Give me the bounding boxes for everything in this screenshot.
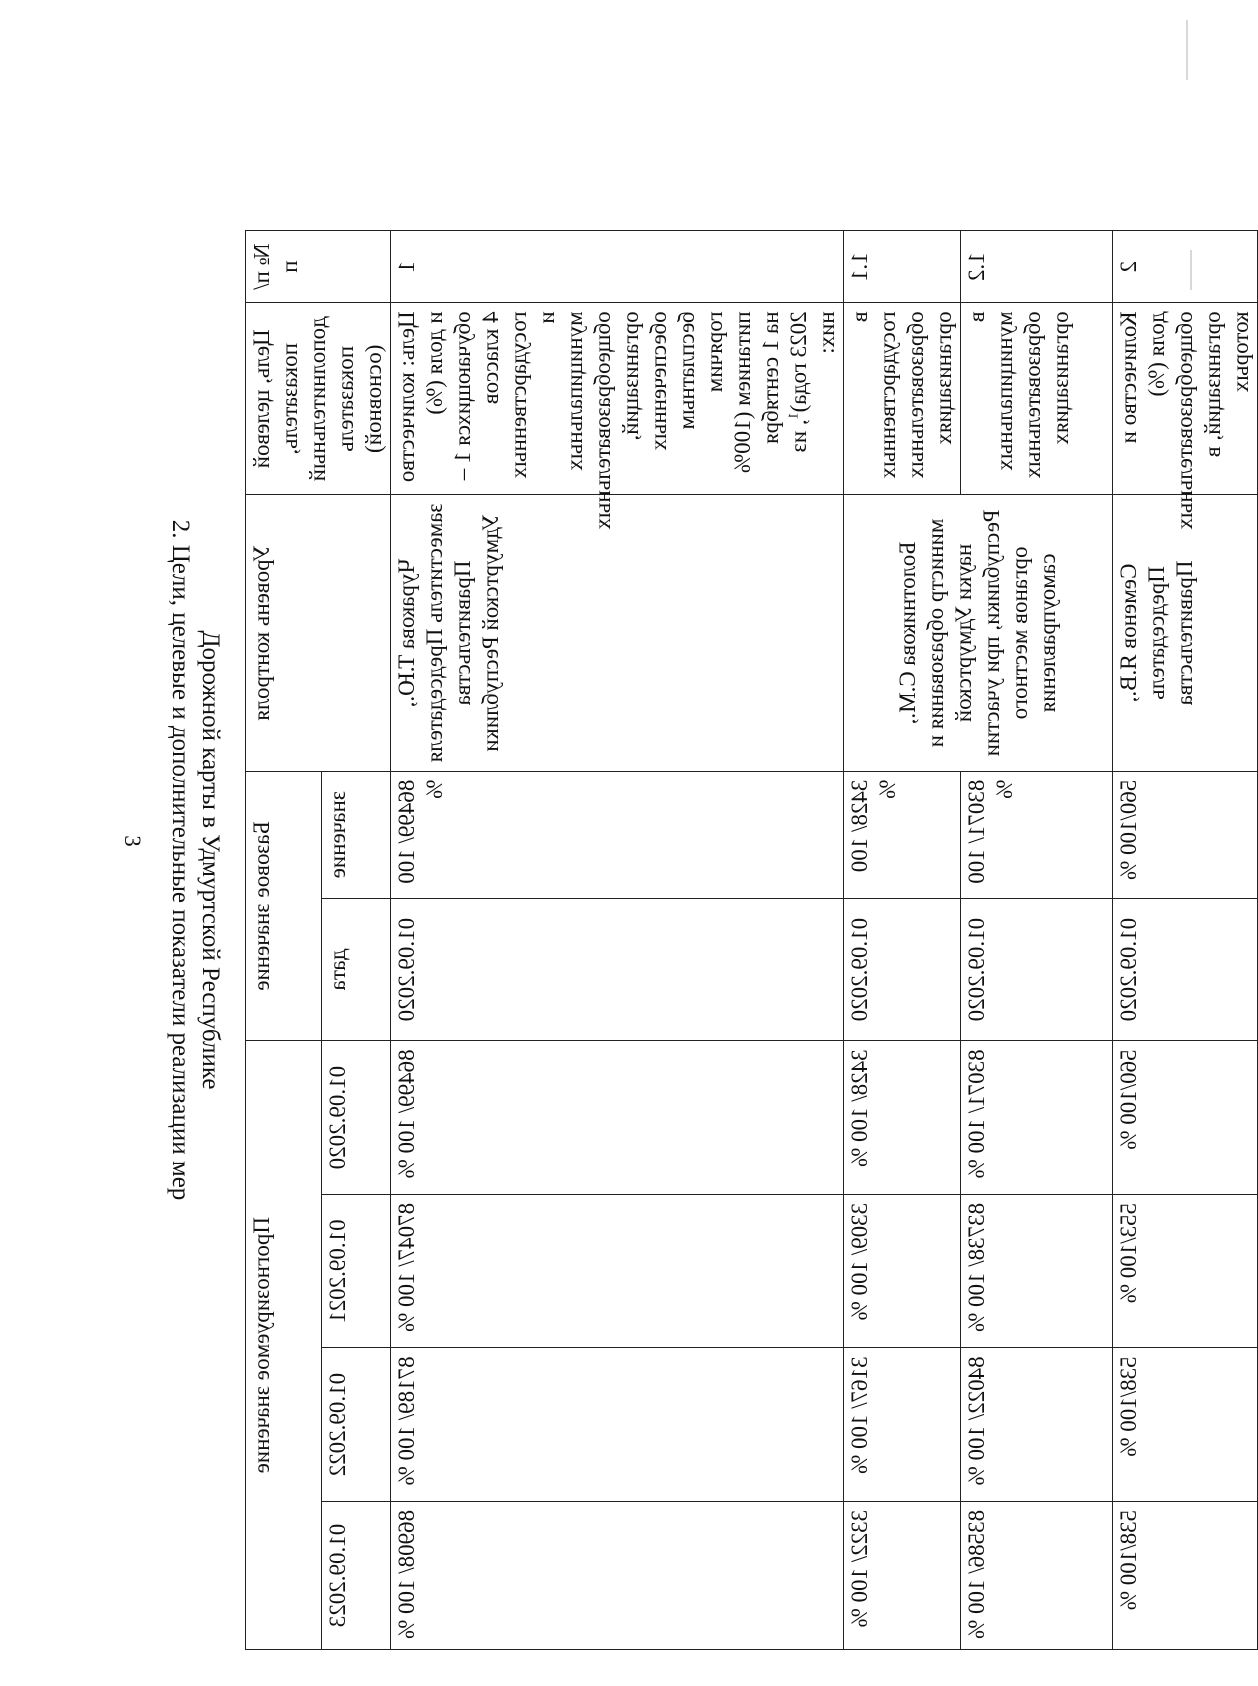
header-date-2021: 01.09.2021 xyxy=(321,1194,390,1348)
scan-edge-mark xyxy=(1190,250,1192,290)
row-goal-text: Цель: количество и доля (%) обучающихся 1 – 4 классов государственных и муниципальных общеобразовательных организаций, обеспеченных бесплатным горячим питанием (100% на 1 сентября 2023 года) xyxy=(394,311,811,530)
row-forecast-2021: 553/100 % xyxy=(1113,1194,1258,1348)
row-base-date: 01.09.2020 xyxy=(844,898,961,1041)
table-row xyxy=(961,231,1113,1650)
header-date-2022: 01.09.2022 xyxy=(321,1348,390,1502)
row-forecast-2020: 86499/ 100 % xyxy=(391,1041,844,1195)
row-base-value: 83071/ 100 % xyxy=(961,771,1113,898)
row-forecast-2023: 83586/ 100 % xyxy=(961,1501,1113,1649)
row-control: Болотникова С.М., министр образования и науки Удмуртской Республики, при участии органов местного самоуправления xyxy=(844,495,1113,771)
table-row xyxy=(1113,231,1258,1650)
row-num: 2 xyxy=(1113,231,1258,303)
row-num: 1.2 xyxy=(961,231,1113,303)
row-forecast-2021: 87047/ 100 % xyxy=(391,1194,844,1348)
header-forecast: Прогнозируемое значение xyxy=(246,1041,322,1650)
row-base-date: 01.09.2020 xyxy=(961,898,1113,1041)
row-base-value: 86499/ 100 % xyxy=(391,771,844,898)
row-forecast-2022: 84022/ 100 % xyxy=(961,1348,1113,1502)
row-forecast-2022: 3167/ 100 % xyxy=(844,1348,961,1502)
row-goal: Количество и доля (%) общеобразовательных организаций, в которых xyxy=(1113,303,1258,495)
row-base-date: 01.09.2020 xyxy=(1113,898,1258,1041)
row-base-date: 01.09.2020 xyxy=(391,898,844,1041)
row-forecast-2021: 83738/ 100 % xyxy=(961,1194,1113,1348)
indicators-table xyxy=(245,230,1258,1650)
header-base: Базовое значение xyxy=(246,771,322,1041)
scan-edge-mark xyxy=(1186,20,1188,80)
header-base-value: значение xyxy=(321,771,390,898)
row-control: Чуракова Т.Ю., заместитель Председателя Правительства Удмуртской Республики xyxy=(391,495,844,771)
row-goal xyxy=(391,303,844,530)
row-num: 1.1 xyxy=(844,231,961,303)
header-control: Уровень контроля xyxy=(246,495,391,771)
row-forecast-2021: 3309/ 100 % xyxy=(844,1194,961,1348)
header-num: № п/п xyxy=(246,231,391,303)
row-forecast-2022: 538/100 % xyxy=(1113,1348,1258,1502)
table-row xyxy=(391,231,844,1650)
footnote-mark: 1 xyxy=(786,412,802,420)
row-goal-tail: , из них: xyxy=(786,311,839,453)
header-base-date: дата xyxy=(321,898,390,1041)
row-control: Семенов Я.В., Председатель Правительства xyxy=(1113,495,1258,771)
row-goal: в государственных образовательных организациях xyxy=(844,303,961,495)
header-goal: Цель, целевой показатель, дополнительный показатель (основной) xyxy=(246,303,391,495)
page-number: 3 xyxy=(120,835,145,847)
row-forecast-2023: 86908/ 100 % xyxy=(391,1501,844,1649)
row-forecast-2020: 3428/ 100 % xyxy=(844,1041,961,1195)
row-forecast-2022: 87189/ 100 % xyxy=(391,1348,844,1502)
row-forecast-2020: 83071/ 100 % xyxy=(961,1041,1113,1195)
title-line-2: Дорожной карты в Удмуртской Республике xyxy=(197,630,224,1090)
row-num: 1 xyxy=(391,231,844,303)
row-base-value: 3428/ 100 % xyxy=(844,771,961,898)
row-base-value: 560/100 % xyxy=(1113,771,1258,898)
row-goal: в муниципальных образовательных организациях xyxy=(961,303,1113,495)
row-forecast-2023: 538/100 % xyxy=(1113,1501,1258,1649)
row-forecast-2020: 560/100 % xyxy=(1113,1041,1258,1195)
header-date-2020: 01.09.2020 xyxy=(321,1041,390,1195)
title-line-1: 2. Цели, целевые и дополнительные показатели реализации мер xyxy=(167,519,194,1201)
header-date-2023: 01.09.2023 xyxy=(321,1501,390,1649)
table-row xyxy=(844,231,961,1650)
row-forecast-2023: 3322/ 100 % xyxy=(844,1501,961,1649)
